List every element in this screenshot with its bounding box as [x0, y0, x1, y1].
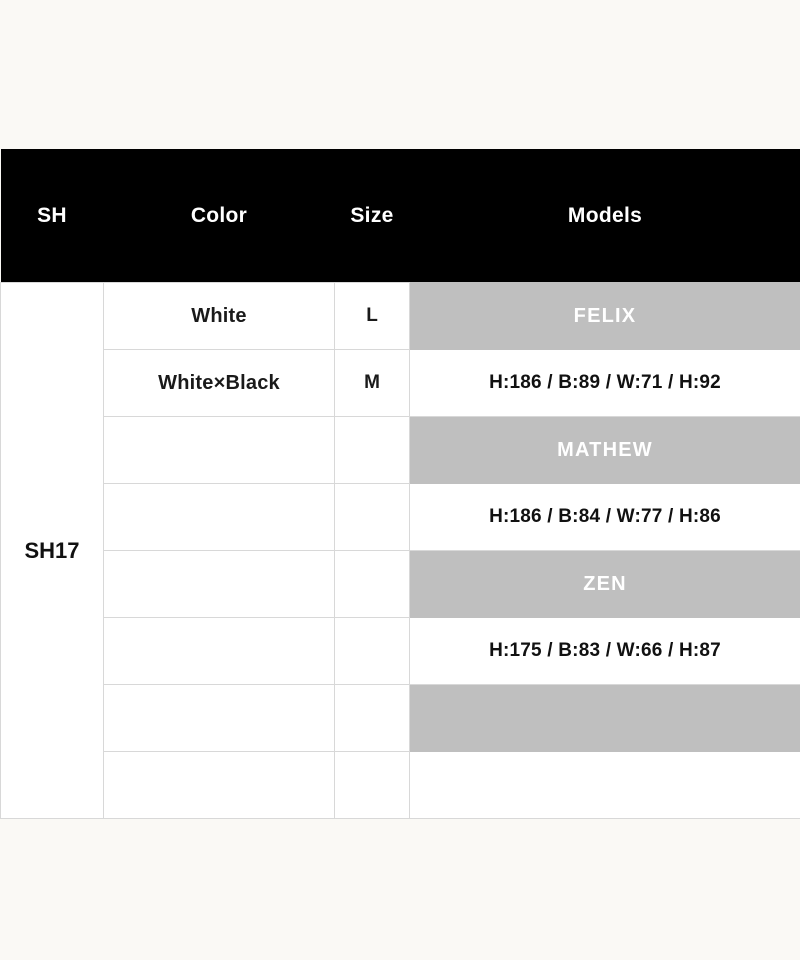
model-cell	[410, 685, 800, 752]
table-row	[1, 685, 800, 752]
color-cell	[104, 551, 335, 618]
table-row	[1, 350, 800, 417]
column-header-models: Models	[410, 149, 800, 283]
size-cell: M	[335, 350, 410, 417]
size-cell	[335, 752, 410, 819]
size-cell	[335, 484, 410, 551]
sh-value-cell: SH17	[1, 283, 104, 819]
color-cell: White	[104, 283, 335, 350]
model-cell: ZEN	[410, 551, 800, 618]
color-cell	[104, 685, 335, 752]
model-cell: H:186 / B:89 / W:71 / H:92	[410, 350, 800, 417]
size-cell	[335, 685, 410, 752]
size-cell	[335, 417, 410, 484]
size-cell	[335, 618, 410, 685]
size-spec-table	[0, 149, 800, 819]
size-cell: L	[335, 283, 410, 350]
color-cell	[104, 618, 335, 685]
table-row	[1, 417, 800, 484]
color-cell	[104, 484, 335, 551]
color-cell: White×Black	[104, 350, 335, 417]
table-row	[1, 283, 800, 350]
size-cell	[335, 551, 410, 618]
column-header-color: Color	[104, 149, 335, 283]
model-cell: MATHEW	[410, 417, 800, 484]
model-cell: FELIX	[410, 283, 800, 350]
model-cell: H:175 / B:83 / W:66 / H:87	[410, 618, 800, 685]
column-header-sh: SH	[1, 149, 104, 283]
color-cell	[104, 752, 335, 819]
column-header-size: Size	[335, 149, 410, 283]
table-row	[1, 484, 800, 551]
model-cell	[410, 752, 800, 819]
color-cell	[104, 417, 335, 484]
table-header-row	[1, 149, 800, 283]
table-row	[1, 618, 800, 685]
table-row	[1, 551, 800, 618]
model-cell: H:186 / B:84 / W:77 / H:86	[410, 484, 800, 551]
table-row	[1, 752, 800, 819]
